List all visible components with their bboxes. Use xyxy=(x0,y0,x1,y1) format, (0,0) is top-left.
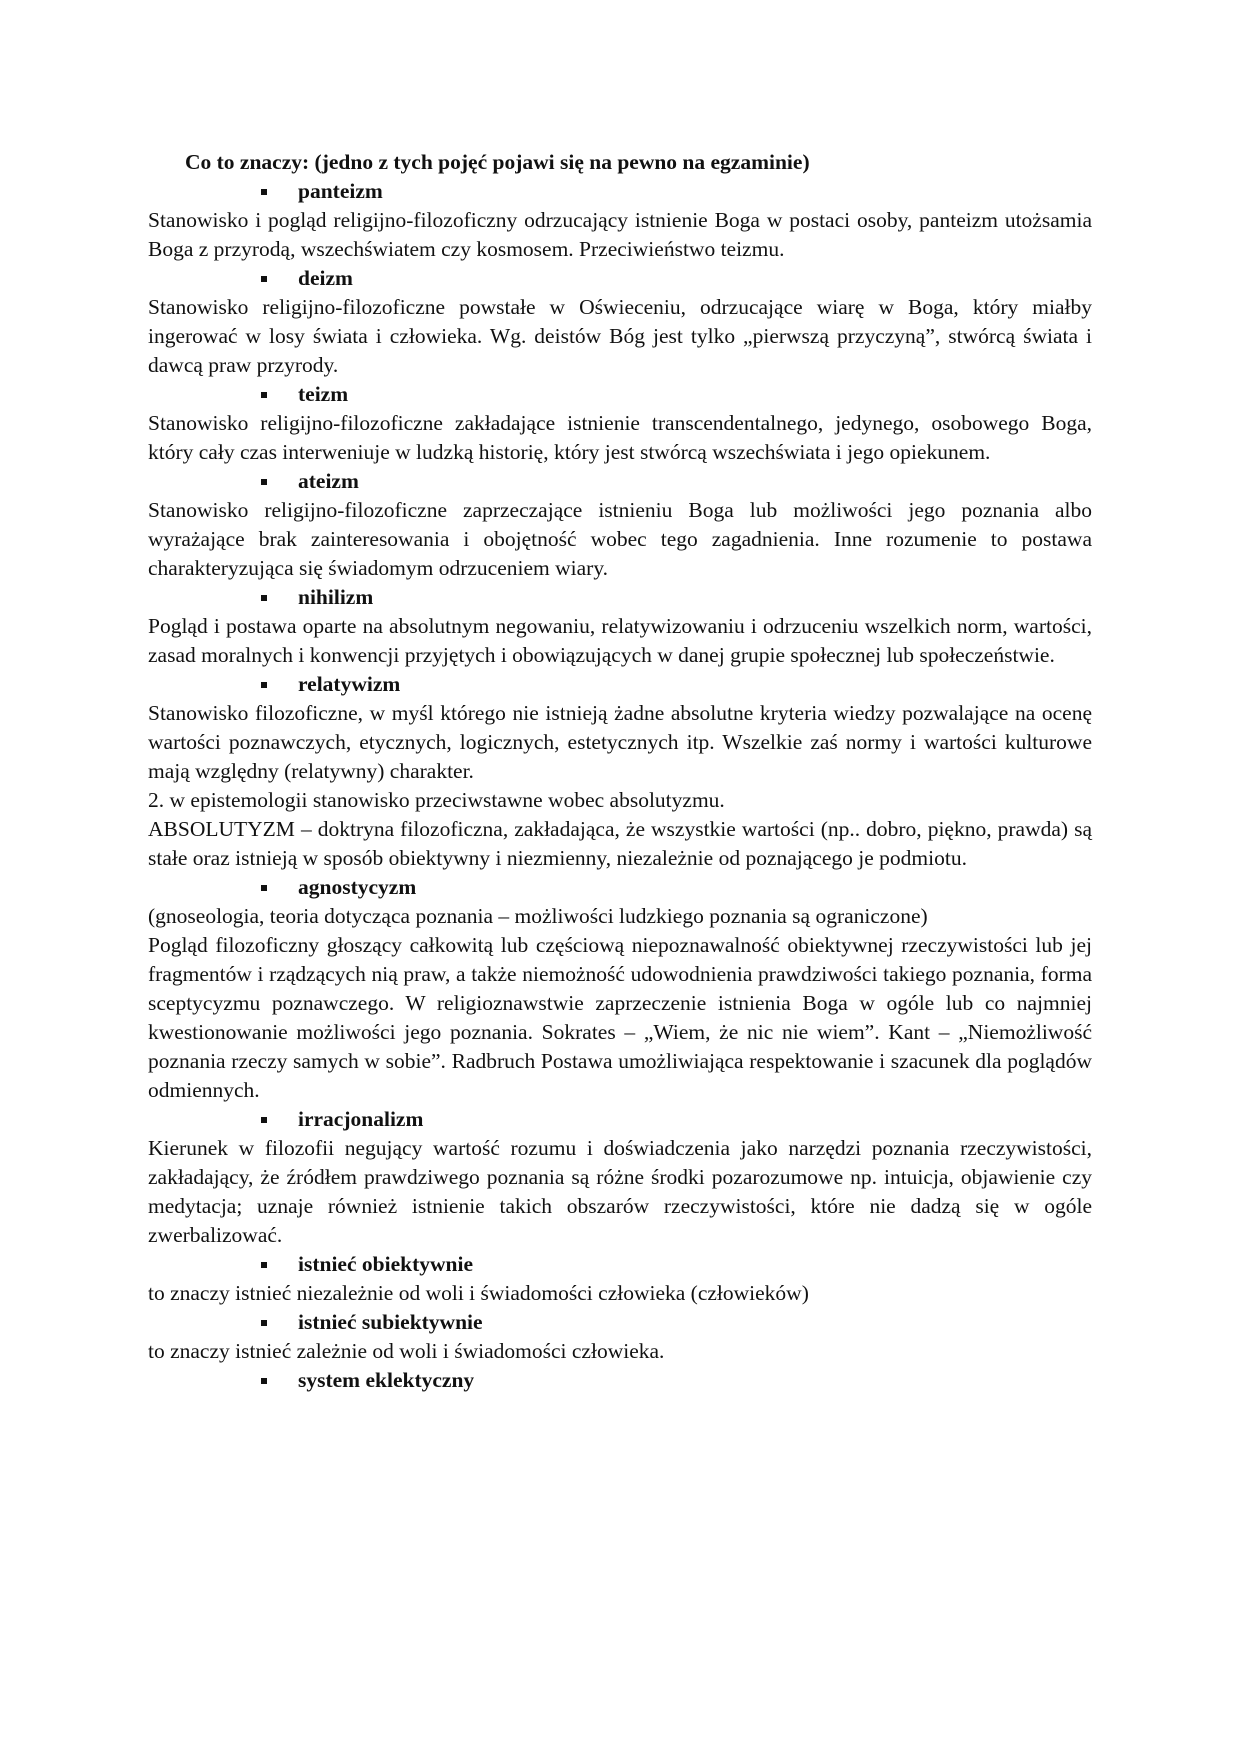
definition-paragraph: Stanowisko religijno-filozoficzne zakładające istnienie transcendentalnego, jedynego, osobowego Boga, który cały czas interweniuje w ludzką historię, który jest stwórcą wszechświata i jego opiekunem. xyxy=(148,411,1092,464)
definition-term xyxy=(148,670,1092,699)
square-bullet-icon xyxy=(261,276,267,282)
document-title: Co to znaczy: (jedno z tych pojęć pojawi się na pewno na egzaminie) xyxy=(185,150,810,174)
square-bullet-icon xyxy=(261,392,267,398)
definition-paragraph: Stanowisko i pogląd religijno-filozoficzny odrzucający istnienie Boga w postaci osoby, panteizm utożsamia Boga z przyrodą, wszechświatem czy kosmosem. Przeciwieństwo teizmu. xyxy=(148,208,1092,261)
square-bullet-icon xyxy=(261,885,267,891)
definition-term xyxy=(148,583,1092,612)
definition-term xyxy=(148,380,1092,409)
definition-paragraph: Stanowisko religijno-filozoficzne zaprzeczające istnieniu Boga lub możliwości jego poznania albo wyrażające brak zainteresowania i obojętność wobec tego zagadnienia. Inne rozumenie to postawa charakteryzująca się świadomym odrzuceniem wiary. xyxy=(148,498,1092,580)
definition-term xyxy=(148,1366,1092,1395)
term-label: irracjonalizm xyxy=(298,1107,424,1131)
definition-block xyxy=(148,177,1092,264)
term-label: system eklektyczny xyxy=(298,1368,475,1392)
definition-block xyxy=(148,380,1092,467)
definitions-list xyxy=(148,177,1092,1395)
square-bullet-icon xyxy=(261,1117,267,1123)
definition-block xyxy=(148,873,1092,1105)
definition-block xyxy=(148,1105,1092,1250)
square-bullet-icon xyxy=(261,1262,267,1268)
square-bullet-icon xyxy=(261,479,267,485)
term-label: panteizm xyxy=(298,179,383,203)
definition-paragraph: Stanowisko religijno-filozoficzne powstałe w Oświeceniu, odrzucające wiarę w Boga, który miałby ingerować w losy świata i człowieka. Wg. deistów Bóg jest tylko „pierwszą przyczyną”, stwórcą świata i dawcą praw przyrody. xyxy=(148,295,1092,377)
definition-paragraph: (gnoseologia, teoria dotycząca poznania – możliwości ludzkiego poznania są ograniczone) xyxy=(148,904,928,928)
document-page xyxy=(148,148,1092,1395)
definition-paragraph: to znaczy istnieć niezależnie od woli i świadomości człowieka (człowieków) xyxy=(148,1281,809,1305)
square-bullet-icon xyxy=(261,189,267,195)
square-bullet-icon xyxy=(261,1378,267,1384)
definition-term xyxy=(148,873,1092,902)
term-label: istnieć subiektywnie xyxy=(298,1310,483,1334)
definition-term xyxy=(148,467,1092,496)
definition-block xyxy=(148,670,1092,873)
definition-term xyxy=(148,1308,1092,1337)
definition-term xyxy=(148,1105,1092,1134)
definition-paragraph: to znaczy istnieć zależnie od woli i świadomości człowieka. xyxy=(148,1339,665,1363)
term-label: istnieć obiektywnie xyxy=(298,1252,473,1276)
square-bullet-icon xyxy=(261,595,267,601)
definition-paragraph: Pogląd filozoficzny głoszący całkowitą lub częściową niepoznawalność obiektywnej rzeczywistości lub jej fragmentów i rządzących nią praw, a także niemożność udowodnienia prawdziwości takiego poznania, forma sceptycyzmu poznawczego. W religioznawstwie zaprzeczenie istnienia Boga w ogóle lub co najmniej kwestionowanie możliwości jego poznania. Sokrates – „Wiem, że nic nie wiem”. Kant – „Niemożliwość poznania rzeczy samych w sobie”. Radbruch Postawa umożliwiająca respektowanie i szacunek dla poglądów odmiennych. xyxy=(148,933,1092,1102)
definition-block xyxy=(148,1308,1092,1366)
definition-term xyxy=(148,177,1092,206)
term-label: nihilizm xyxy=(298,585,374,609)
term-label: ateizm xyxy=(298,469,359,493)
definition-block xyxy=(148,1250,1092,1308)
term-label: relatywizm xyxy=(298,672,401,696)
term-label: teizm xyxy=(298,382,349,406)
term-label: deizm xyxy=(298,266,353,290)
definition-term xyxy=(148,1250,1092,1279)
definition-block xyxy=(148,1366,1092,1395)
term-label: agnostycyzm xyxy=(298,875,417,899)
definition-paragraph: Stanowisko filozoficzne, w myśl którego nie istnieją żadne absolutne kryteria wiedzy pozwalające na ocenę wartości poznawczych, etycznych, logicznych, estetycznych itp. Wszelkie zaś normy i wartości kulturowe mają względny (relatywny) charakter. xyxy=(148,701,1092,783)
definition-block xyxy=(148,467,1092,583)
definition-block xyxy=(148,583,1092,670)
definition-paragraph: Kierunek w filozofii negujący wartość rozumu i doświadczenia jako narzędzi poznania rzeczywistości, zakładający, że źródłem prawdziwego poznania są różne środki pozarozumowe np. intuicja, objawienie czy medytacja; uznaje również istnienie takich obszarów rzeczywistości, które nie dadzą się w ogóle zwerbalizować. xyxy=(148,1136,1092,1247)
definition-paragraph: ABSOLUTYZM – doktryna filozoficzna, zakładająca, że wszystkie wartości (np.. dobro, piękno, prawda) są stałe oraz istnieją w sposób obiektywny i niezmienny, niezależnie od poznającego je podmiotu. xyxy=(148,817,1092,870)
square-bullet-icon xyxy=(261,682,267,688)
definition-block xyxy=(148,264,1092,380)
square-bullet-icon xyxy=(261,1320,267,1326)
definition-term xyxy=(148,264,1092,293)
definition-paragraph: Pogląd i postawa oparte na absolutnym negowaniu, relatywizowaniu i odrzuceniu wszelkich norm, wartości, zasad moralnych i konwencji przyjętych i obowiązujących w danej grupie społecznej lub społeczeństwie. xyxy=(148,614,1092,667)
definition-paragraph: 2. w epistemologii stanowisko przeciwstawne wobec absolutyzmu. xyxy=(148,788,725,812)
